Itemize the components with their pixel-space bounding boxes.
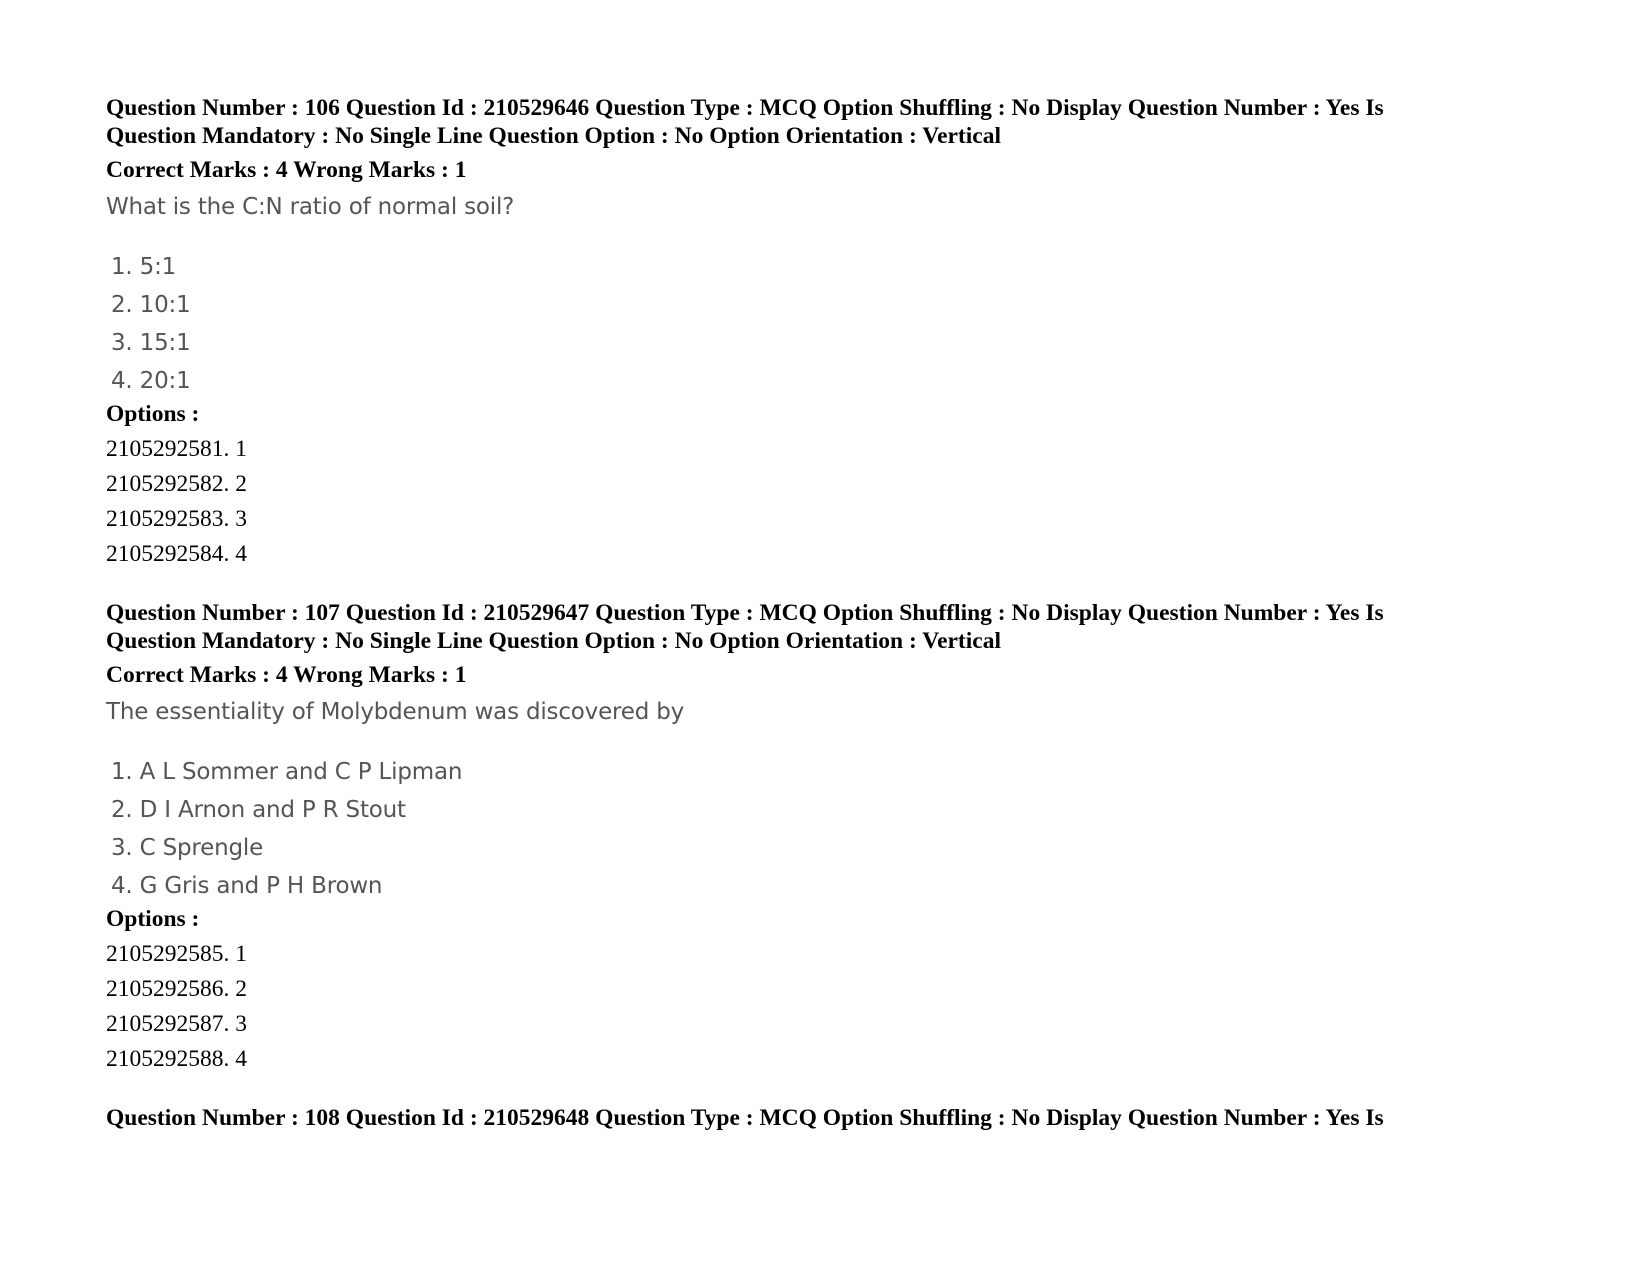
answer-choice: 1. A L Sommer and C P Lipman <box>111 759 463 785</box>
answer-choice: 4. 20:1 <box>111 368 191 394</box>
option-id: 2105292581. 1 <box>106 436 247 462</box>
answer-choice: 3. 15:1 <box>111 330 191 356</box>
option-id-list <box>106 432 1546 572</box>
question-block-107 <box>106 599 1546 1077</box>
option-id: 2105292583. 3 <box>106 506 247 532</box>
option-id: 2105292586. 2 <box>106 976 247 1002</box>
question-text: The essentiality of Molybdenum was discovered by <box>106 699 685 725</box>
answer-choice: 2. D I Arnon and P R Stout <box>111 797 406 823</box>
answer-choice: 2. 10:1 <box>111 292 191 318</box>
question-block-108 <box>106 1104 1546 1132</box>
answer-choice: 1. 5:1 <box>111 254 177 280</box>
question-marks: Correct Marks : 4 Wrong Marks : 1 <box>106 157 467 183</box>
answer-choice: 3. C Sprengle <box>111 835 264 861</box>
option-id: 2105292587. 3 <box>106 1011 247 1037</box>
question-block-106 <box>106 94 1546 572</box>
option-id-list <box>106 937 1546 1077</box>
question-meta-line-2: Question Mandatory : No Single Line Question Option : No Option Orientation : Vertical <box>106 123 1001 149</box>
option-id: 2105292584. 4 <box>106 541 247 567</box>
option-id: 2105292588. 4 <box>106 1046 247 1072</box>
option-id: 2105292582. 2 <box>106 471 247 497</box>
question-meta-line-1: Question Number : 107 Question Id : 210529647 Question Type : MCQ Option Shuffling : No Display Question Number : Yes Is <box>106 600 1384 626</box>
options-heading: Options : <box>106 906 200 932</box>
answer-choices <box>106 753 1546 905</box>
question-marks: Correct Marks : 4 Wrong Marks : 1 <box>106 662 467 688</box>
question-text: What is the C:N ratio of normal soil? <box>106 194 515 220</box>
question-meta-line-1: Question Number : 108 Question Id : 210529648 Question Type : MCQ Option Shuffling : No Display Question Number : Yes Is <box>106 1105 1384 1131</box>
answer-choice: 4. G Gris and P H Brown <box>111 873 383 899</box>
question-meta-line-2: Question Mandatory : No Single Line Question Option : No Option Orientation : Vertical <box>106 628 1001 654</box>
question-meta-line-1: Question Number : 106 Question Id : 210529646 Question Type : MCQ Option Shuffling : No Display Question Number : Yes Is <box>106 95 1384 121</box>
option-id: 2105292585. 1 <box>106 941 247 967</box>
answer-choices <box>106 248 1546 400</box>
options-heading: Options : <box>106 401 200 427</box>
